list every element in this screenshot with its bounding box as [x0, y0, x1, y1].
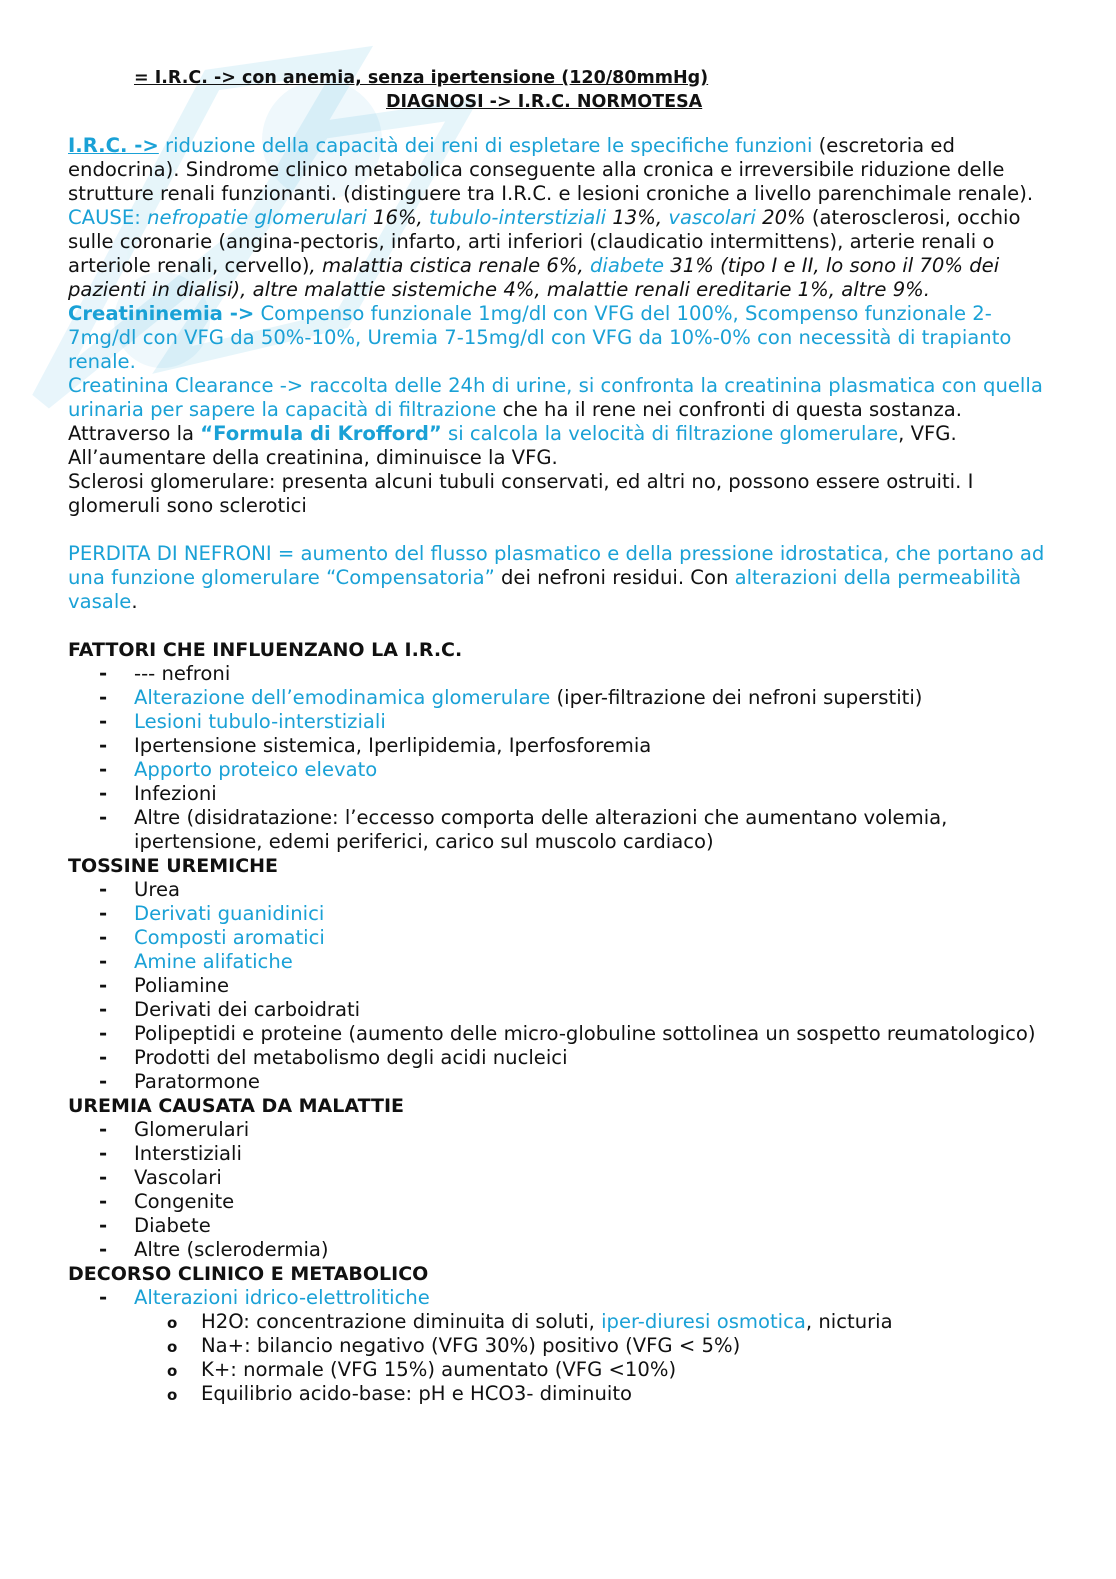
section-title-tossine: TOSSINE UREMICHE — [68, 855, 279, 877]
list-item — [134, 1166, 1053, 1190]
formula-paragraph — [68, 422, 1053, 446]
list-item — [134, 1142, 1053, 1166]
cause-tubulo: tubulo-interstiziali — [429, 206, 607, 229]
creatininemia-paragraph — [68, 302, 1053, 374]
list-item-text: Ipertensione sistemica, Iperlipidemia, Iperfosforemia — [134, 734, 652, 757]
list-item — [134, 686, 1053, 710]
sub-item-h2o-post: , nicturia — [805, 1310, 893, 1333]
decorso-sublist — [134, 1310, 1053, 1406]
header-diagnosis: DIAGNOSI -> I.R.C. NORMOTESA — [386, 92, 703, 112]
list-item-text: Paratormone — [134, 1070, 260, 1093]
list-item — [134, 1190, 1053, 1214]
list-item — [134, 926, 1053, 950]
creatininemia-text: Compenso funzionale 1mg/dl con VFG del 100%, Scompenso funzionale 2-7mg/dl con VFG da 50%-10%, Uremia 7-15mg/dl con VFG da 10%-0% con necessità di trapianto renale. — [68, 302, 1012, 373]
list-item — [134, 758, 1053, 782]
list-item — [134, 902, 1053, 926]
list-item-text: Prodotti del metabolismo degli acidi nucleici — [134, 1046, 568, 1069]
cause-cistica: , malattia cistica renale 6%, — [309, 254, 590, 277]
sub-item-h2o-diuresi: iper-diuresi osmotica — [601, 1310, 806, 1333]
decorso-list — [68, 1286, 1053, 1406]
list-item-text: Derivati guanidinici — [134, 902, 325, 925]
clearance-paragraph — [68, 374, 1053, 422]
list-item-text: Urea — [134, 878, 181, 901]
list-item — [134, 1070, 1053, 1094]
sub-item-ph: Equilibrio acido-base: pH e HCO3- diminuito — [201, 1382, 632, 1405]
uremia-list — [68, 1118, 1053, 1262]
list-item-text: Poliamine — [134, 974, 230, 997]
list-item-text: Derivati dei carboidrati — [134, 998, 361, 1021]
fattori-list — [68, 662, 1053, 854]
list-item — [134, 1046, 1053, 1070]
sub-list-item — [201, 1358, 1053, 1382]
cause-vascolari-value: 20% — [755, 206, 806, 229]
list-item-text: --- nefroni — [134, 662, 231, 685]
cause-glomerulari: nefropatie glomerulari — [147, 206, 367, 229]
irc-description: (escretoria ed endocrina). Sindrome clinico metabolica conseguente alla cronica e irreversibile riduzione delle strutture renali funzionanti. (distinguere tra I.R.C. e lesioni croniche a livello parenchimale renale). — [68, 134, 1034, 205]
cause-diabete-rest: 31% (tipo I e II, lo sono il 70% dei pazienti in dialisi), altre malattie sistemiche 4%, malattie renali ereditarie 1%, altre 9%. — [68, 254, 1000, 301]
list-item-text: Interstiziali — [134, 1142, 242, 1165]
irc-term: I.R.C. -> — [68, 134, 159, 157]
formula-pre: Attraverso la — [68, 422, 201, 445]
list-item-text: Apporto proteico elevato — [134, 758, 378, 781]
formula-name: “Formula di Krofford” — [200, 422, 442, 445]
list-item — [134, 974, 1053, 998]
cause-label: CAUSE: — [68, 206, 148, 229]
list-item-text: Congenite — [134, 1190, 235, 1213]
section-title-uremia: UREMIA CAUSATA DA MALATTIE — [68, 1095, 404, 1117]
formula-text: si calcola la velocità di filtrazione glomerulare — [441, 422, 899, 445]
list-item-text: Polipeptidi e proteine (aumento delle micro-globuline sottolinea un sospetto reumatologico) — [134, 1022, 1036, 1045]
cause-vascolari-detail: (aterosclerosi, occhio sulle coronarie (angina-pectoris, infarto, arti inferiori (claudicatio intermittens), arterie renali o arteriole renali, cervello) — [68, 206, 1021, 277]
list-item — [134, 662, 1053, 686]
list-item — [134, 710, 1053, 734]
list-item-extra: (iper-filtrazione dei nefroni superstiti) — [550, 686, 923, 709]
list-item-text: Infezioni — [134, 782, 217, 805]
tossine-list — [68, 878, 1053, 1094]
sub-item-h2o: H2O: concentrazione diminuita di soluti, — [201, 1310, 602, 1333]
list-item — [134, 1118, 1053, 1142]
clearance-rest: che ha il rene nei confronti di questa sostanza. — [496, 398, 962, 421]
list-item-text: Amine alifatiche — [134, 950, 293, 973]
cause-paragraph — [68, 206, 1053, 302]
list-item — [134, 734, 1053, 758]
sub-item-na: Na+: bilancio negativo (VFG 30%) positivo (VFG < 5%) — [201, 1334, 741, 1357]
section-title-decorso: DECORSO CLINICO E METABOLICO — [68, 1263, 429, 1285]
cause-diabete: diabete — [589, 254, 665, 277]
list-item — [134, 782, 1053, 806]
sub-list-item — [201, 1310, 1053, 1334]
perdita-text: PERDITA DI NEFRONI = aumento del flusso plasmatico e della pressione idrostatica, che portano ad una funzione glomerulare “Compensatoria” — [68, 542, 1045, 589]
list-item-text: Composti aromatici — [134, 926, 325, 949]
perdita-permeabilita: alterazioni della permeabilità vasale — [68, 566, 1022, 613]
list-item-text: Altre (sclerodermia) — [134, 1238, 329, 1261]
list-item — [134, 878, 1053, 902]
cause-glomerulari-value: 16%, — [366, 206, 430, 229]
list-item — [134, 1214, 1053, 1238]
formula-post: , VFG. — [898, 422, 957, 445]
cause-tubulo-value: 13%, — [606, 206, 669, 229]
list-item — [134, 1238, 1053, 1262]
list-item-text: Vascolari — [134, 1166, 222, 1189]
list-item-text: Diabete — [134, 1214, 211, 1237]
cause-vascolari: vascolari — [668, 206, 756, 229]
list-item — [134, 1022, 1053, 1046]
perdita-mid: dei nefroni residui. Con — [494, 566, 735, 589]
sclerosi-paragraph: Sclerosi glomerulare: presenta alcuni tubuli conservati, ed altri no, possono essere ostruiti. I glomeruli sono sclerotici — [68, 470, 974, 517]
creatininemia-label: Creatininemia -> — [68, 302, 255, 325]
list-item-text: Alterazioni idrico-elettrolitiche — [134, 1286, 430, 1309]
list-item-text: Glomerulari — [134, 1118, 250, 1141]
sub-list-item — [201, 1334, 1053, 1358]
list-item — [134, 1286, 1053, 1406]
header-line-1: = I.R.C. -> con anemia, senza ipertensione (120/80mmHg) — [134, 68, 709, 88]
list-item-text: Alterazione dell’emodinamica glomerulare — [134, 686, 551, 709]
irc-definition: riduzione della capacità dei reni di espletare le specifiche funzioni — [158, 134, 813, 157]
perdita-end: . — [131, 590, 138, 613]
sub-list-item — [201, 1382, 1053, 1406]
list-item-text: Altre (disidratazione: l’eccesso comporta delle alterazioni che aumentano volemia, ipertensione, edemi periferici, carico sul muscolo cardiaco) — [134, 806, 948, 853]
clearance-text: Creatinina Clearance -> raccolta delle 24h di urine, si confronta la creatinina plasmatica con quella urinaria per sapere la capacità di filtrazione — [68, 374, 1043, 421]
list-item-text: Lesioni tubulo-interstiziali — [134, 710, 386, 733]
section-title-fattori: FATTORI CHE INFLUENZANO LA I.R.C. — [68, 639, 463, 661]
intro-paragraph — [68, 134, 1053, 206]
list-item — [134, 998, 1053, 1022]
document-body — [68, 66, 1053, 1406]
perdita-paragraph — [68, 542, 1053, 614]
vfg-line: All’aumentare della creatinina, diminuisce la VFG. — [68, 446, 558, 469]
list-item — [134, 806, 1053, 854]
list-item — [134, 950, 1053, 974]
sub-item-k: K+: normale (VFG 15%) aumentato (VFG <10%) — [201, 1358, 677, 1381]
